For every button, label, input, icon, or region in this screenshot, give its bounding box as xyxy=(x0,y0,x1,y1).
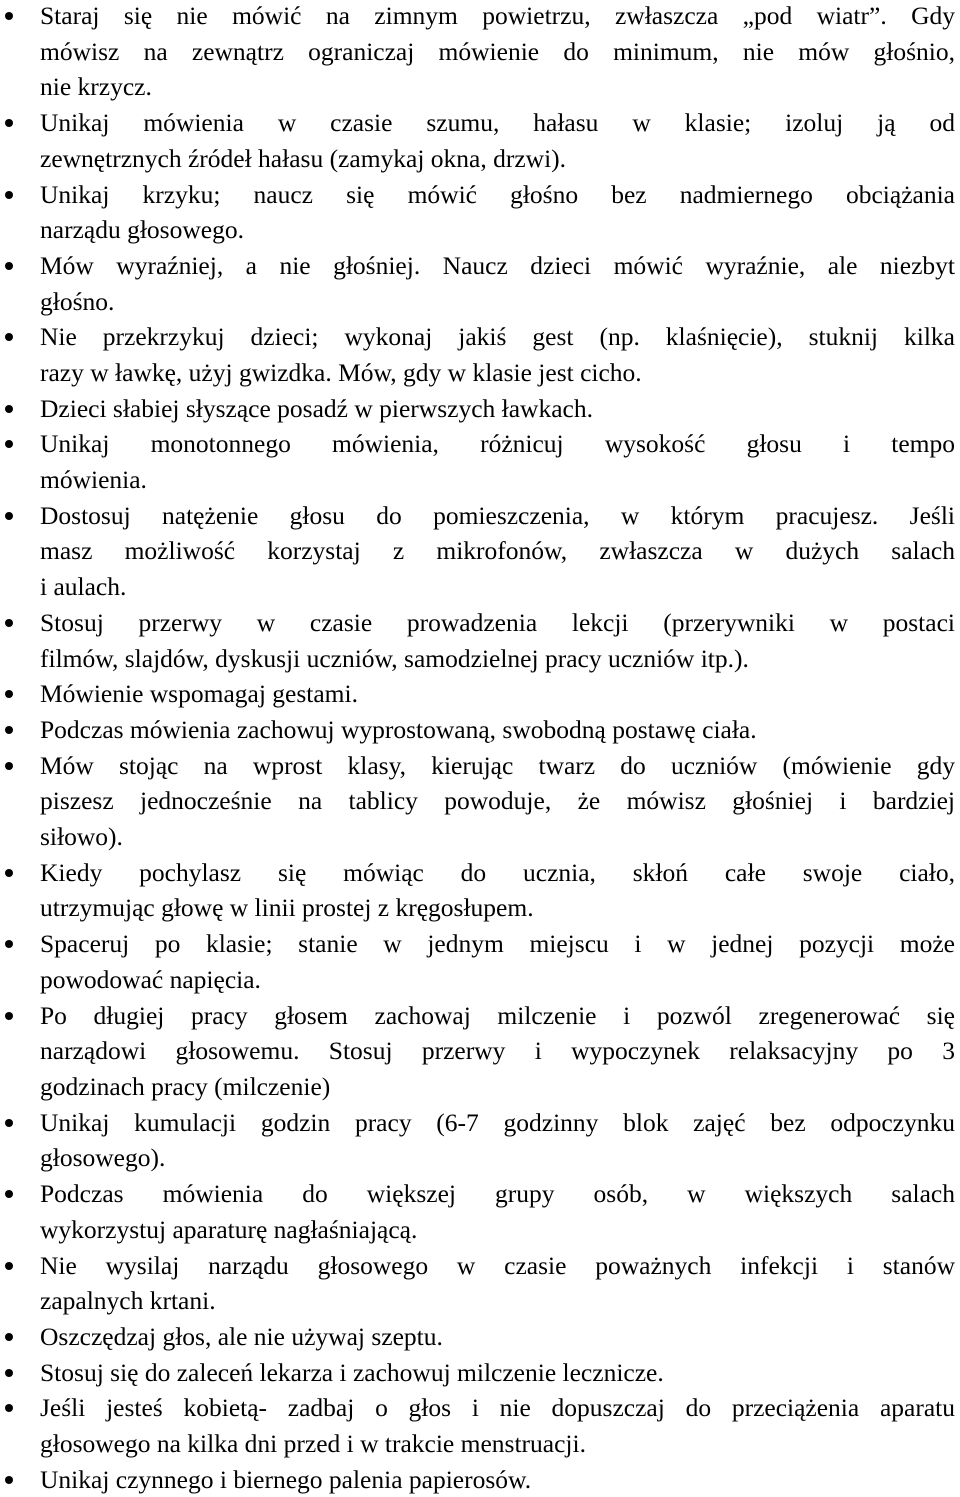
list-item xyxy=(0,1390,960,1461)
list-item xyxy=(0,605,960,676)
text-line: Unikaj monotonnego mówienia, różnicuj wysokość głosu i tempo xyxy=(40,429,955,459)
list-item xyxy=(0,1462,960,1497)
bullet-icon xyxy=(5,1369,13,1377)
text-line: siłowo). xyxy=(40,822,123,852)
text-line: Mów stojąc na wprost klasy, kierując twarz do uczniów (mówienie gdy xyxy=(40,750,955,780)
text-line: filmów, slajdów, dyskusji uczniów, samodzielnej pracy uczniów itp.). xyxy=(40,643,749,673)
list-item-text xyxy=(40,712,955,748)
list-item-text xyxy=(40,1248,955,1319)
bullet-icon xyxy=(5,1333,13,1341)
text-line: zewnętrznych źródeł hałasu (zamykaj okna, drzwi). xyxy=(40,143,567,173)
list-item-text xyxy=(40,0,955,105)
text-line: Staraj się nie mówić na zimnym powietrzu, zwłaszcza „pod wiatr”. Gdy xyxy=(40,1,955,30)
list-item xyxy=(0,498,960,605)
list-item xyxy=(0,391,960,427)
bullet-icon xyxy=(5,869,13,877)
text-line: i aulach. xyxy=(40,572,127,602)
list-item-text xyxy=(40,1319,955,1355)
list-item-text xyxy=(40,248,955,319)
text-line: Mówienie wspomagaj gestami. xyxy=(40,679,358,709)
list-item xyxy=(0,855,960,926)
list-item-text xyxy=(40,605,955,676)
bullet-icon xyxy=(5,1012,13,1020)
list-item-text xyxy=(40,498,955,605)
text-line: zapalnych krtani. xyxy=(40,1286,216,1316)
list-item-text xyxy=(40,105,955,176)
list-item xyxy=(0,926,960,997)
text-line: Stosuj przerwy w czasie prowadzenia lekcji (przerywniki w postaci xyxy=(40,607,955,637)
list-item xyxy=(0,0,960,105)
list-item xyxy=(0,177,960,248)
list-item xyxy=(0,1176,960,1247)
text-line: piszesz jednocześnie na tablicy powoduje, że mówisz głośniej i bardziej xyxy=(40,786,955,816)
text-line: nie krzycz. xyxy=(40,72,152,102)
text-line: Stosuj się do zaleceń lekarza i zachowuj milczenie lecznicze. xyxy=(40,1357,664,1387)
list-item-text xyxy=(40,1462,955,1497)
text-line: Spaceruj po klasie; stanie w jednym miejscu i w jednej pozycji może xyxy=(40,929,955,959)
text-line: mówienia. xyxy=(40,465,147,495)
text-line: godzinach pracy (milczenie) xyxy=(40,1071,331,1101)
text-line: Nie wysilaj narządu głosowego w czasie poważnych infekcji i stanów xyxy=(40,1250,955,1280)
list-item-text xyxy=(40,319,955,390)
bullet-icon xyxy=(5,1119,13,1127)
text-line: Nie przekrzykuj dzieci; wykonaj jakiś gest (np. klaśnięcie), stuknij kilka xyxy=(40,322,955,352)
list-item xyxy=(0,248,960,319)
list-item xyxy=(0,998,960,1105)
bullet-icon xyxy=(5,1476,13,1484)
text-line: Podczas mówienia zachowuj wyprostowaną, swobodną postawę ciała. xyxy=(40,715,757,744)
list-item-text xyxy=(40,926,955,997)
text-line: razy w ławkę, użyj gwizdka. Mów, gdy w klasie jest cicho. xyxy=(40,357,642,387)
list-item-text xyxy=(40,177,955,248)
list-item xyxy=(0,1105,960,1176)
text-line: powodować napięcia. xyxy=(40,964,261,994)
list-item xyxy=(0,1248,960,1319)
list-item xyxy=(0,1355,960,1391)
text-line: mówisz na zewnątrz ograniczaj mówienie do minimum, nie mów głośnio, xyxy=(40,36,955,66)
text-line: Kiedy pochylasz się mówiąc do ucznia, skłoń całe swoje ciało, xyxy=(40,857,955,887)
bullet-icon xyxy=(5,690,13,698)
bullet-icon xyxy=(5,1404,13,1412)
text-line: utrzymując głowę w linii prostej z kręgosłupem. xyxy=(40,893,534,923)
text-line: masz możliwość korzystaj z mikrofonów, zwłaszcza w dużych salach xyxy=(40,536,955,566)
text-line: Dzieci słabiej słyszące posadź w pierwszych ławkach. xyxy=(40,393,593,423)
text-line: Dostosuj natężenie głosu do pomieszczenia, w którym pracujesz. Jeśli xyxy=(40,500,955,530)
list-item-text xyxy=(40,1390,955,1461)
list-item-text xyxy=(40,748,955,855)
text-line: Podczas mówienia do większej grupy osób, w większych salach xyxy=(40,1179,955,1209)
list-item-text xyxy=(40,855,955,926)
bullet-icon xyxy=(5,940,13,948)
text-line: Unikaj mówienia w czasie szumu, hałasu w klasie; izoluj ją od xyxy=(40,108,955,138)
bullet-icon xyxy=(5,512,13,520)
list-item-text xyxy=(40,1355,955,1391)
bullet-icon xyxy=(5,333,13,341)
bullet-icon xyxy=(5,619,13,627)
text-line: głosowego). xyxy=(40,1143,166,1173)
bullet-icon xyxy=(5,1190,13,1198)
bullet-icon xyxy=(5,440,13,448)
list-item xyxy=(0,426,960,497)
bullet-icon xyxy=(5,405,13,413)
text-line: narządowi głosowemu. Stosuj przerwy i wypoczynek relaksacyjny po 3 xyxy=(40,1036,955,1066)
list-item-text xyxy=(40,426,955,497)
bullet-icon xyxy=(5,726,13,734)
bullet-icon xyxy=(5,12,13,20)
bullet-icon xyxy=(5,191,13,199)
list-item xyxy=(0,712,960,748)
text-line: Unikaj krzyku; naucz się mówić głośno bez nadmiernego obciążania xyxy=(40,179,955,209)
list-item xyxy=(0,748,960,855)
list-item-text xyxy=(40,676,955,712)
list-item-text xyxy=(40,391,955,427)
text-line: Po długiej pracy głosem zachowaj milczenie i pozwól zregenerować się xyxy=(40,1000,955,1030)
list-item-text xyxy=(40,998,955,1105)
list-item xyxy=(0,1319,960,1355)
list-item-text xyxy=(40,1176,955,1247)
bullet-icon xyxy=(5,1262,13,1270)
text-line: Mów wyraźniej, a nie głośniej. Naucz dzieci mówić wyraźnie, ale niezbyt xyxy=(40,250,955,280)
text-line: Unikaj kumulacji godzin pracy (6-7 godzinny blok zajęć bez odpoczynku xyxy=(40,1107,955,1137)
bullet-icon xyxy=(5,119,13,127)
text-line: narządu głosowego. xyxy=(40,215,244,245)
text-line: Jeśli jesteś kobietą- zadbaj o głos i nie dopuszczaj do przeciążenia aparatu xyxy=(40,1393,955,1423)
bullet-icon xyxy=(5,262,13,270)
bullet-icon xyxy=(5,762,13,770)
text-line: głośno. xyxy=(40,286,115,316)
text-line: głosowego na kilka dni przed i w trakcie menstruacji. xyxy=(40,1428,586,1458)
list-item-text xyxy=(40,1105,955,1176)
list-item xyxy=(0,676,960,712)
text-line: Unikaj czynnego i biernego palenia papierosów. xyxy=(40,1464,532,1494)
list-item xyxy=(0,319,960,390)
text-line: Oszczędzaj głos, ale nie używaj szeptu. xyxy=(40,1321,443,1351)
list-item xyxy=(0,105,960,176)
text-line: wykorzystuj aparaturę nagłaśniającą. xyxy=(40,1214,418,1244)
